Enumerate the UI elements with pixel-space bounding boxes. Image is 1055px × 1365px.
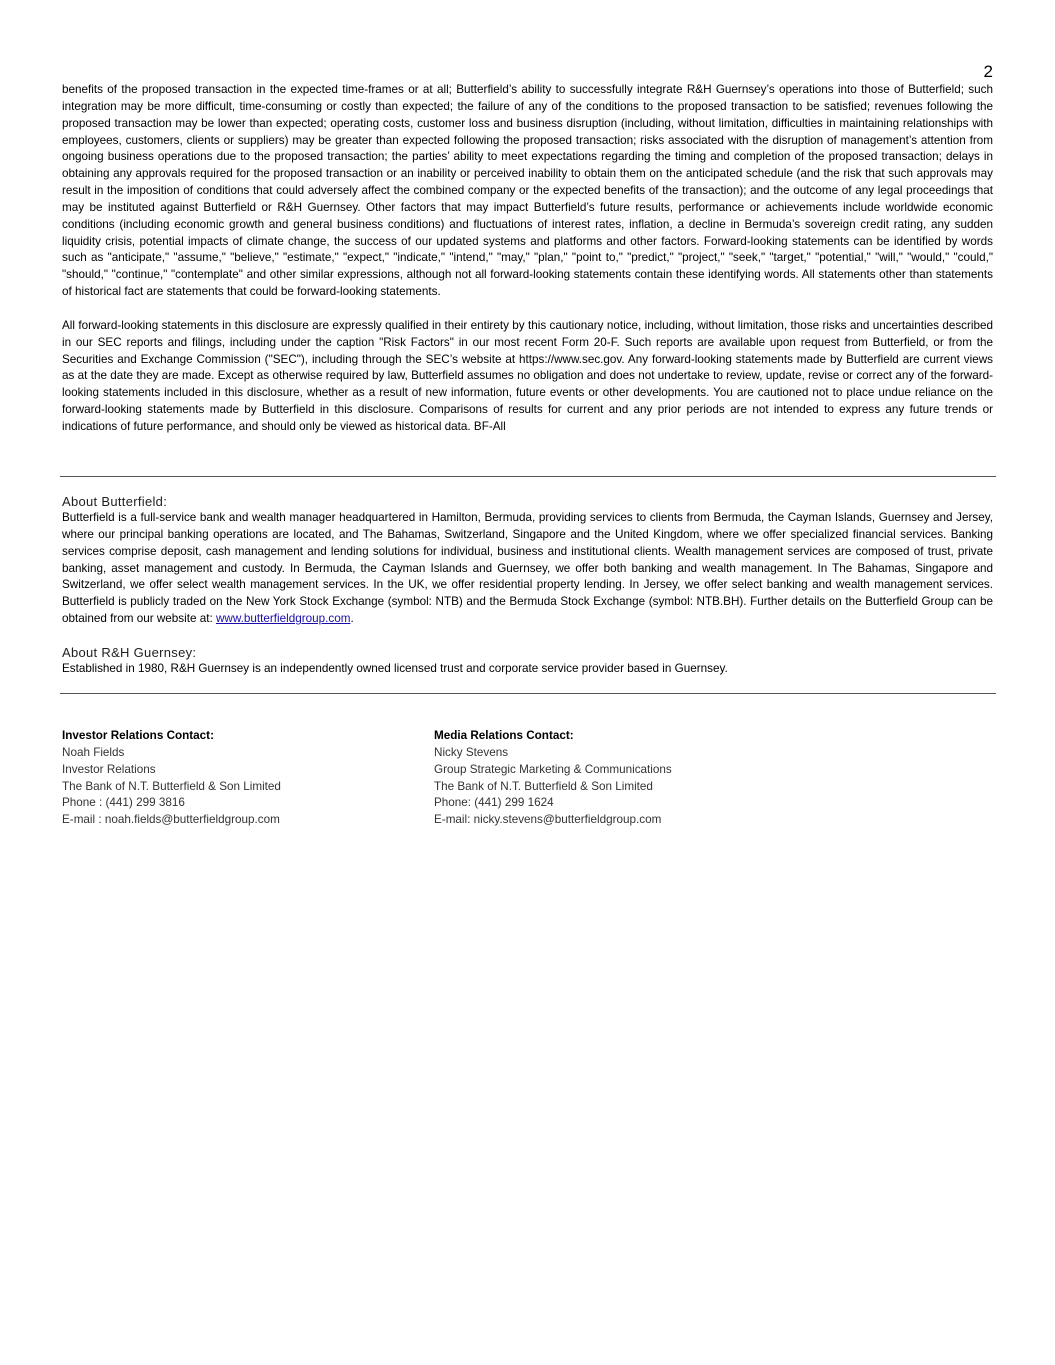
media-contact-name: Nicky Stevens <box>434 745 509 759</box>
about-butterfield-body <box>62 510 993 628</box>
media-contact-phone: Phone: (441) 299 1624 <box>434 796 554 810</box>
about-rh-guernsey-heading: About R&H Guernsey: <box>62 645 197 660</box>
section-divider-bottom <box>60 693 996 694</box>
investor-contact-role: Investor Relations <box>62 762 156 776</box>
investor-relations-contact <box>62 728 281 829</box>
media-relations-contact <box>434 728 672 829</box>
about-butterfield-text: Butterfield is a full-service bank and wealth manager headquartered in Hamilton, Bermuda, providing services to clients from Bermuda, the Cayman Islands, Guernsey and Jersey, where our principal banking operations are located, and The Bahamas, Switzerland, Singapore and the United Kingdom, where we offer specialized financial services. Banking services comprise deposit, cash management and lending solutions for individual, business and institutional clients. Wealth management services are composed of trust, private banking, asset management and custody. In Bermuda, the Cayman Islands and Guernsey, we offer both banking and wealth management. In The Bahamas, Singapore and Switzerland, we offer select wealth management services. In the UK, we offer residential property lending. In Jersey, we offer select banking and wealth management services. Butterfield is publicly traded on the New York Stock Exchange (symbol: NTB) and the Bermuda Stock Exchange (symbol: NTB.BH). Further details on the Butterfield Group can be obtained from our website at: <box>62 511 993 626</box>
investor-contact-email: E-mail : noah.fields@butterfieldgroup.com <box>62 813 280 827</box>
media-contact-role: Group Strategic Marketing & Communications <box>434 762 672 776</box>
forward-looking-paragraph-2: All forward-looking statements in this disclosure are expressly qualified in their entirety by this cautionary notice, including, without limitation, those risks and uncertainties described in our SEC reports and filings, including under the caption "Risk Factors" in our most recent Form 20-F. Such reports are available upon request from Butterfield, or from the Securities and Exchange Commission ("SEC"), including through the SEC’s website at https://www.sec.gov. Any forward-looking statements made by Butterfield are current views as at the date they are made. Except as otherwise required by law, Butterfield assumes no obligation and does not undertake to review, update, revise or correct any of the forward-looking statements included in this disclosure, whether as a result of new information, future events or other developments. You are cautioned not to place undue reliance on the forward-looking statements made by Butterfield in this disclosure. Comparisons of results for current and any prior periods are not intended to express any future trends or indications of future performance, and should only be viewed as historical data. BF-All <box>62 318 993 433</box>
about-butterfield-trailing: . <box>350 612 354 626</box>
investor-contact-title: Investor Relations Contact: <box>62 729 214 742</box>
investor-contact-name: Noah Fields <box>62 745 125 759</box>
media-contact-title: Media Relations Contact: <box>434 729 574 742</box>
investor-contact-company: The Bank of N.T. Butterfield & Son Limited <box>62 779 281 793</box>
butterfield-website-link[interactable]: www.butterfieldgroup.com <box>215 612 351 626</box>
media-contact-email: E-mail: nicky.stevens@butterfieldgroup.com <box>434 813 662 827</box>
about-butterfield-heading: About Butterfield: <box>62 494 168 509</box>
media-contact-company: The Bank of N.T. Butterfield & Son Limited <box>434 779 653 793</box>
forward-looking-statements <box>62 82 993 436</box>
section-divider-top <box>60 476 996 477</box>
page-number: 2 <box>983 62 993 81</box>
investor-contact-phone: Phone : (441) 299 3816 <box>62 796 185 810</box>
about-rh-guernsey-body: Established in 1980, R&H Guernsey is an independently owned licensed trust and corporate service provider based in Guernsey. <box>62 662 728 675</box>
forward-looking-paragraph-1: benefits of the proposed transaction in the expected time-frames or at all; Butterfield’s ability to successfully integrate R&H Guernsey’s operations into those of Butterfield; such integration may be more difficult, time-consuming or costly than expected; the failure of any of the conditions to the proposed transaction to be satisfied; revenues following the proposed transaction may be lower than expected; operating costs, customer loss and business disruption (including, without limitation, difficulties in maintaining relationships with employees, customers, clients or suppliers) may be greater than expected following the proposed transaction; risks associated with the disruption of management’s attention from ongoing business operations due to the proposed transaction; the parties’ ability to meet expectations regarding the timing and completion of the proposed transaction; delays in obtaining any approvals required for the proposed transaction or an inability or perceived inability to obtain them on the anticipated schedule (and the risk that such approvals may result in the imposition of conditions that could adversely affect the combined company or the expected benefits of the transaction); and the outcome of any legal proceedings that may be instituted against Butterfield or R&H Guernsey. Other factors that may impact Butterfield’s future results, performance or achievements include worldwide economic conditions (including economic growth and general business conditions) and fluctuations of interest rates, inflation, a decline in Bermuda’s sovereign credit rating, any sudden liquidity crisis, potential impacts of climate change, the success of our updated systems and platforms and other factors. Forward-looking statements can be identified by words such as "anticipate," "assume," "believe," "estimate," "expect," "indicate," "intend," "may," "plan," "point to," "predict," "project," "seek," "target," "potential," "will," "would," "could," "should," "continue," "contemplate" and other similar expressions, although not all forward-looking statements contain these identifying words. All statements other than statements of historical fact are statements that could be forward-looking statements. <box>62 83 993 299</box>
about-rh-guernsey-section <box>62 645 993 678</box>
about-butterfield-section <box>62 494 993 628</box>
